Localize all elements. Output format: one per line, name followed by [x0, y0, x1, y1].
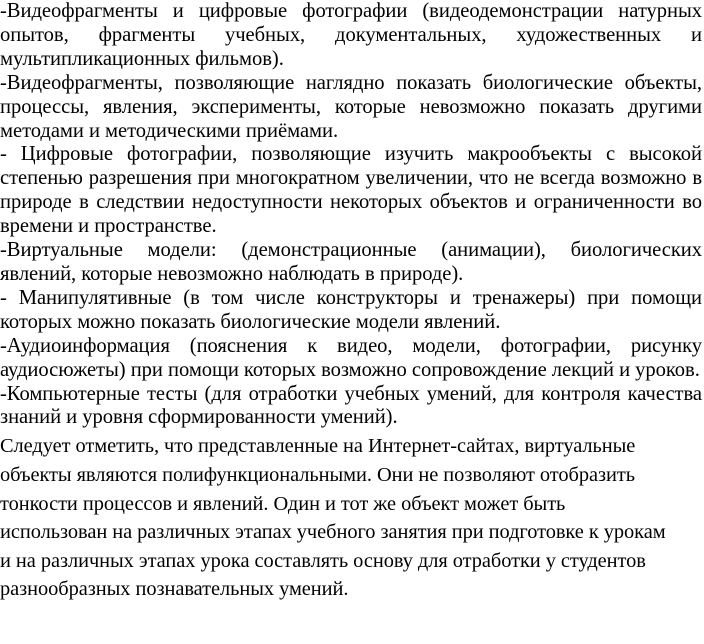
conclusion-line: использован на различных этапах учебного занятия при подготовке к урокам [0, 521, 666, 544]
paragraph-digital-photos: - Цифровые фотографии, позволяющие изучить макрообъекты с высокой степенью разрешения при многократном увеличении, что не всегда возможно в природе в следствии недоступности некоторых объектов и ограниченности во времени и пространстве. [0, 143, 702, 238]
paragraph-video-fragments: -Видеофрагменты, позволяющие наглядно показать биологические объекты, процессы, явления, эксперименты, которые невозможно показать другими методами и методическими приёмами. [0, 71, 702, 142]
conclusion-line: и на различных этапах урока составлять основу для отработки у студентов [0, 549, 646, 572]
conclusion-line: разнообразных познавательных умений. [0, 578, 349, 601]
conclusion-line: объекты являются полифункциональными. Они не позволяют отобразить [0, 463, 635, 486]
paragraph-audio-information: -Аудиоинформация (пояснения к видео, модели, фотографии, рисунку аудиосюжеты) при помощи которых возможно сопровождение лекций и уроков. [0, 334, 702, 381]
paragraph-video-and-photos: -Видеофрагменты и цифровые фотографии (видеодемонстрации натурных опытов, фрагменты учебных, документальных, художественных и мультипликационных фильмов). [0, 0, 702, 70]
paragraph-conclusion [0, 432, 702, 604]
paragraph-computer-tests: -Компьютерные тесты (для отработки учебных умений, для контроля качества знаний и уровня сформированности умений). [0, 382, 702, 429]
conclusion-line: Следует отметить, что представленные на Интернет-сайтах, виртуальные [0, 435, 636, 458]
paragraph-virtual-models: -Виртуальные модели: (демонстрационные (анимации), биологических явлений, которые невозможно наблюдать в природе). [0, 239, 702, 285]
conclusion-line: тонкости процессов и явлений. Один и тот же объект может быть [0, 492, 566, 515]
paragraph-manipulative: - Манипулятивные (в том числе конструкторы и тренажеры) при помощи которых можно показать биологические модели явлений. [0, 286, 702, 333]
